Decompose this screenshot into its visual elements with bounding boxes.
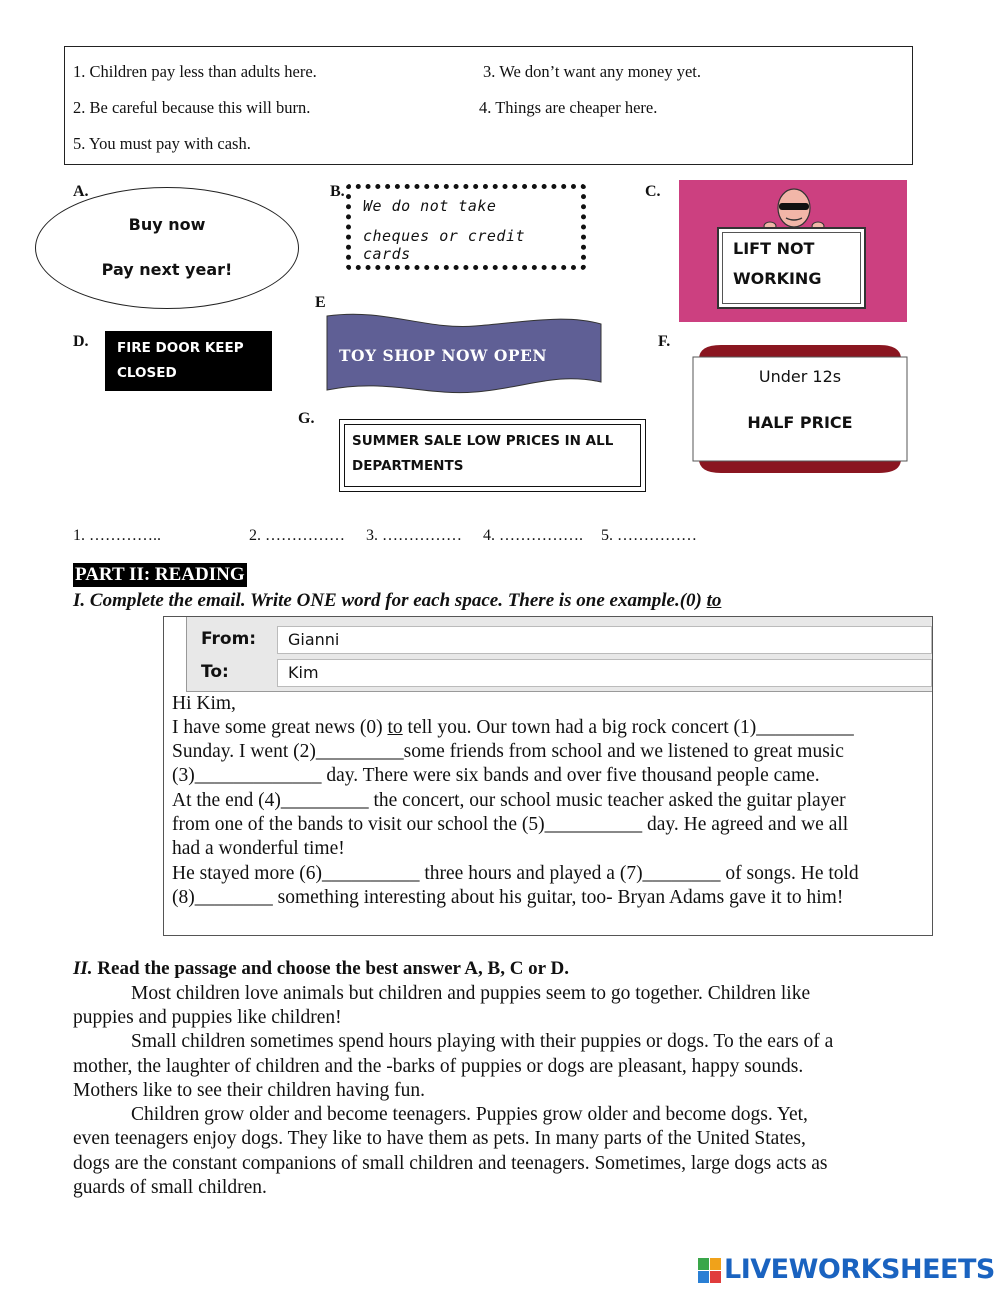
sign-a-line2: Pay next year! [101,260,233,279]
email-line-6: had a wonderful time! [172,838,345,859]
part2-heading: PART II: READING [75,564,245,585]
email-line-2: Sunday. I went (2)_________some friends from school and we listened to great music [172,741,844,762]
passage-line: Mothers like to see their children having fun. [73,1080,425,1101]
statement-3: 3. We don’t want any money yet. [483,62,702,81]
email-line-1a: I have some great news (0) [172,717,388,738]
task1-instruction [73,590,721,612]
sign-c-board [717,227,866,309]
email-line-8: (8)________ something interesting about his guitar, too- Bryan Adams gave it to him! [172,887,844,908]
logo-text: LIVEWORKSHEETS [724,1254,995,1285]
passage-line: Small children sometimes spend hours playing with their puppies or dogs. To the ears of a [131,1031,834,1052]
sign-c-pink [679,180,907,322]
email-line-4: At the end (4)_________ the concert, our school music teacher asked the guitar player [172,790,846,811]
email-to-value: Kim [288,663,319,682]
statement-2: 2. Be careful because this will burn. [73,98,311,117]
answer-blank-4[interactable]: 4. ……………. [483,527,583,544]
sign-d-line1: FIRE DOOR KEEP [117,340,244,356]
sign-a-line1: Buy now [128,215,206,234]
email-example-word: to [387,717,403,738]
task1-text: I. Complete the email. Write ONE word for each space. There is one example.(0) [73,590,707,611]
passage-line: Most children love animals but children and puppies seem to go together. Children like [131,983,811,1004]
task2-text: Read the passage and choose the best answer A, B, C or D. [92,958,569,979]
answer-blank-3[interactable]: 3. …………… [366,527,462,544]
email-line-5: from one of the bands to visit our school the (5)__________ day. He agreed and we all [172,814,849,835]
task2-number: II. [73,958,93,979]
email-line-7: He stayed more (6)__________ three hours and played a (7)________ of songs. He told [172,863,859,884]
sign-d-line2: CLOSED [117,365,177,381]
passage-line: guards of small children. [73,1177,267,1198]
sign-d-black [105,331,272,391]
statement-4: 4. Things are cheaper here. [479,98,658,117]
passage-line: even teenagers enjoy dogs. They like to have them as pets. In many parts of the United States, [73,1128,806,1149]
email-line-1c: tell you. Our town had a big rock concert (1)__________ [402,717,854,738]
email-to-label: To: [201,662,229,682]
email-line-1 [172,717,854,739]
email-header [186,617,932,692]
sign-c-line1: LIFT NOT [733,239,815,258]
email-to-field [277,659,932,687]
passage-line: puppies and puppies like children! [73,1007,342,1028]
passage-line: mother, the laughter of children and the -barks of puppies or dogs are pleasant, happy sounds. [73,1056,804,1077]
task2-instruction [73,958,569,980]
sign-f-letter: F. [658,333,671,350]
sign-g-line1: SUMMER SALE LOW PRICES IN ALL [352,433,614,449]
sign-e-text: TOY SHOP NOW OPEN [339,346,548,365]
email-from-label: From: [201,629,257,649]
sign-b-dotted [346,184,586,270]
sign-f-line2: HALF PRICE [747,413,853,432]
sign-a-letter: A. [73,183,89,200]
sign-d-letter: D. [73,333,89,350]
sign-e-letter: E [315,294,326,311]
logo-blocks-icon [698,1258,722,1284]
statement-1: 1. Children pay less than adults here. [73,62,317,81]
sign-e-banner [325,312,603,394]
email-greeting: Hi Kim, [172,693,236,714]
statements-box [64,46,913,165]
email-line-3: (3)_____________ day. There were six bands and over five thousand people came. [172,765,820,786]
answer-blank-5[interactable]: 5. …………… [601,527,697,544]
sign-b-line2: cheques or credit cards [363,227,526,263]
email-from-value: Gianni [288,630,340,649]
sign-g-box [339,419,646,492]
sign-c-letter: C. [645,183,661,200]
sign-g-line2: DEPARTMENTS [352,458,464,474]
sign-f-scroll [691,343,909,475]
sign-a-oval [35,187,299,309]
sign-g-letter: G. [298,410,315,427]
task1-example: to [706,590,722,611]
sign-f-line1: Under 12s [758,367,842,386]
scroll-frame-icon [691,343,909,475]
sign-c-line2: WORKING [733,269,822,288]
sign-b-line1: We do not take [363,197,497,215]
email-box [163,616,933,936]
statement-5: 5. You must pay with cash. [73,134,251,153]
answer-blank-1[interactable]: 1. ………….. [73,527,161,544]
passage-line: Children grow older and become teenagers. Puppies grow older and become dogs. Yet, [131,1104,808,1125]
sign-b-letter: B. [330,183,345,200]
cartoon-man-icon [759,186,829,232]
passage-line: dogs are the constant companions of small children and teenagers. Sometimes, large dogs acts as [73,1153,828,1174]
answer-blank-2[interactable]: 2. …………… [249,527,345,544]
email-from-field [277,626,932,654]
